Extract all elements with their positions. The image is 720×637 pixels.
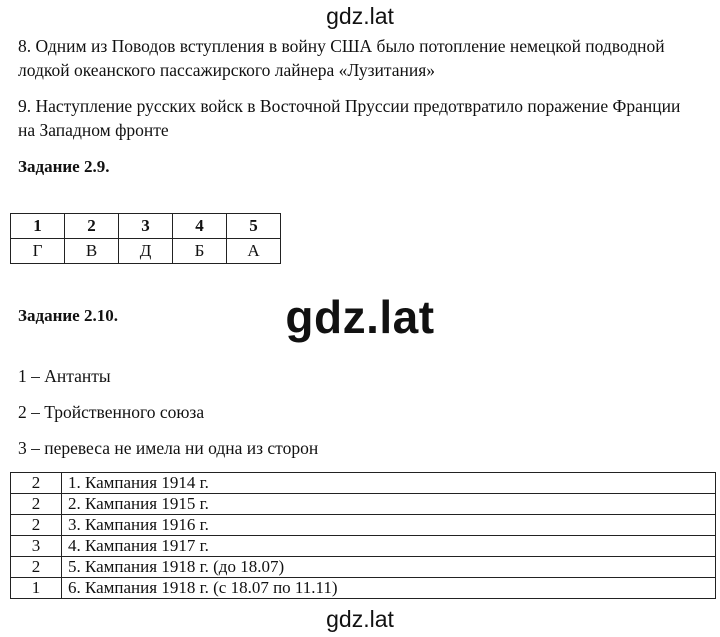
list-item: 3 – перевеса не имела ни одна из сторон — [18, 438, 319, 458]
watermark-top: gdz.lat — [326, 3, 394, 29]
table-cell-value: 2 — [11, 494, 62, 515]
table-answer-row — [11, 239, 281, 264]
task-2-10-heading: Задание 2.10. — [18, 306, 118, 325]
table-answer-cell: Г — [11, 239, 65, 264]
table-header-cell: 3 — [119, 214, 173, 239]
table-row — [11, 557, 716, 578]
table-cell-value: 2 — [11, 473, 62, 494]
table-cell-campaign: 5. Кампания 1918 г. (до 18.07) — [62, 557, 716, 578]
table-header-cell: 4 — [173, 214, 227, 239]
watermark-center: gdz.lat — [285, 291, 435, 343]
table-cell-campaign: 1. Кампания 1914 г. — [62, 473, 716, 494]
list-item: 2 – Тройственного союза — [18, 402, 205, 422]
list-item: 1 – Антанты — [18, 366, 111, 386]
table-row — [11, 536, 716, 557]
table-row — [11, 515, 716, 536]
table-row — [11, 473, 716, 494]
table-answer-cell: В — [65, 239, 119, 264]
table-row — [11, 578, 716, 599]
table-header-cell: 2 — [65, 214, 119, 239]
table-header-cell: 5 — [227, 214, 281, 239]
table-cell-value: 1 — [11, 578, 62, 599]
table-cell-value: 2 — [11, 515, 62, 536]
table-header-cell: 1 — [11, 214, 65, 239]
table-cell-campaign: 3. Кампания 1916 г. — [62, 515, 716, 536]
table-answer-cell: Б — [173, 239, 227, 264]
watermark-bottom: gdz.lat — [326, 606, 394, 632]
task-2-9-heading: Задание 2.9. — [18, 157, 110, 176]
paragraph-9-line-1: 9. Наступление русских войск в Восточной Пруссии предотвратило поражение Франции — [18, 96, 681, 116]
campaign-table — [10, 472, 716, 599]
table-header-row — [11, 214, 281, 239]
table-cell-campaign: 4. Кампания 1917 г. — [62, 536, 716, 557]
table-cell-campaign: 2. Кампания 1915 г. — [62, 494, 716, 515]
paragraph-9-line-2: на Западном фронте — [18, 120, 169, 140]
table-row — [11, 494, 716, 515]
table-answer-cell: Д — [119, 239, 173, 264]
paragraph-8-line-1: 8. Одним из Поводов вступления в войну США было потопление немецкой подводной — [18, 36, 665, 56]
table-answer-cell: А — [227, 239, 281, 264]
table-cell-campaign: 6. Кампания 1918 г. (с 18.07 по 11.11) — [62, 578, 716, 599]
table-cell-value: 2 — [11, 557, 62, 578]
paragraph-8-line-2: лодкой океанского пассажирского лайнера «Лузитания» — [18, 60, 436, 80]
table-cell-value: 3 — [11, 536, 62, 557]
task-2-9-answer-table — [10, 213, 281, 264]
